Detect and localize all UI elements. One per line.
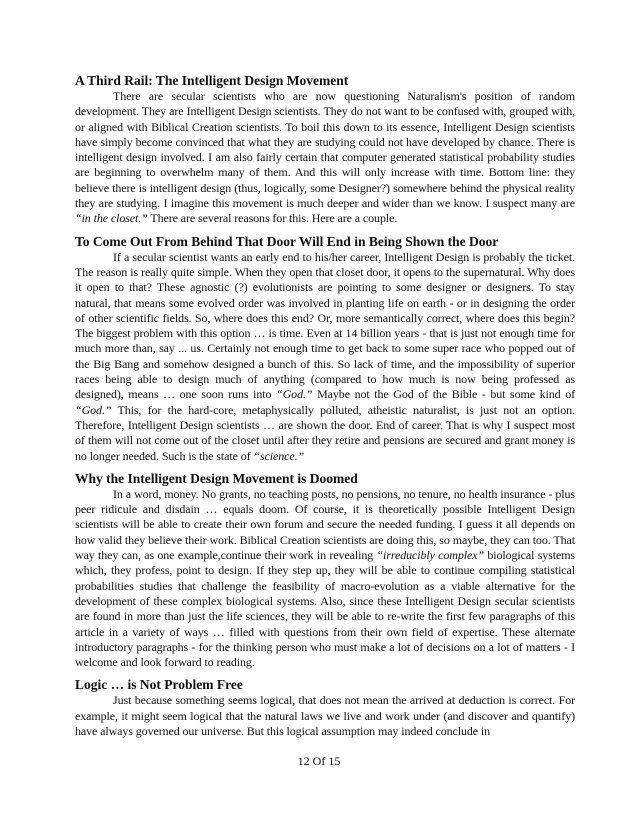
section-heading: To Come Out From Behind That Door Will End in Being Shown the Door xyxy=(75,233,499,249)
section-shown-the-door xyxy=(75,233,575,464)
section-heading: Why the Intelligent Design Movement is Doomed xyxy=(75,470,358,486)
text-run: There are several reasons for this. Here are a couple. xyxy=(147,211,398,226)
section-paragraph xyxy=(75,487,575,671)
section-third-rail xyxy=(75,72,575,227)
text-run: In a word, money. No grants, no teaching posts, no pensions, no tenure, no health insurance - plus peer ridicule and disdain … equals doom. Of course, it is theoretically possible Intelligent Design scientists will be able to create their own forum and secure the needed funding. I guess it all depends on how valid they believe their work. Biblical Creation scientists are doing this, so maybe, they can too. That way they can, as one example,continue their work in revealing xyxy=(75,486,575,563)
text-run: biological systems which, they profess, point to design. If they step up, they will be able to continue compiling statistical probabilities studies that challenge the feasibility of macro-evolution as a viable alternative for the development of these complex biological systems. Also, since these Intelligent Design secular scientists are found in more than just the life sciences, they will be able to re-write the first few paragraphs of this article in a variety of ways … filled with questions from their own field of expertise. These alternate introductory paragraphs - for the thinking person who must make a lot of decisions on a lot of matters - I welcome and look forward to reading. xyxy=(75,548,575,670)
section-logic xyxy=(75,676,575,739)
section-paragraph xyxy=(75,250,575,464)
italic-run: “God.” xyxy=(276,387,313,402)
italic-run: “irreducibly complex” xyxy=(376,548,485,563)
section-paragraph xyxy=(75,693,575,739)
section-doomed xyxy=(75,470,575,671)
page-content xyxy=(75,72,575,739)
text-run: If a secular scientist wants an early end to his/her career, Intelligent Design is probably the ticket. The reason is really quite simple. When they open that closet door, it opens to the supernatural. Why does it open to that? These agnostic (?) evolutionists are pointing to some designer or designers. To stay natural, that means some evolved order was involved in planting life on earth - or in designing the order of other scientific fields. So, where does this end? Or, more semantically correct, where does this begin? The biggest problem with this option … is time. Even at 14 billion years - that is just not enough time for much more than, say ... us. Certainly not enough time to get back to some super race who popped out of the Big Bang and somehow designed a bunch of this. So lack of time, and the impossibility of superior races being able to design much of anything (compared to how much is now being professed as designed), means … one soon runs into xyxy=(75,249,575,402)
section-paragraph xyxy=(75,89,575,227)
italic-run: “God.” xyxy=(75,402,112,417)
text-run: There are secular scientists who are now questioning Naturalism's position of random development. They are Intelligent Design scientists. They do not want to be confused with, grouped with, or aligned with Biblical Creation scientists. To boil this down to its essence, Intelligent Design scientists have simply become convinced that what they are studying could not have developed by chance. There is intelligent design involved. I am also fairly certain that computer generated statistical probability studies are beginning to overwhelm many of them. And this will only increase with time. Bottom line: they believe there is intelligent design (thus, logically, some Designer?) somewhere behind the physical reality they are studying. I imagine this movement is much deeper and wider than we know. I suspect many are xyxy=(75,89,575,211)
text-run: This, for the hard-core, metaphysically polluted, atheistic naturalist, is just not an option. Therefore, Intelligent Design scientists … are shown the door. End of career. That is why I suspect most of them will not come out of the closet until after they retire and pensions are secured and grant money is no longer needed. Such is the state of xyxy=(75,402,575,463)
page-number: 12 Of 15 xyxy=(297,754,341,768)
section-heading: A Third Rail: The Intelligent Design Movement xyxy=(75,73,349,88)
section-heading: Logic … is Not Problem Free xyxy=(75,677,243,693)
italic-run: “in the closet.” xyxy=(75,211,148,226)
text-run: Just because something seems logical, that does not mean the arrived at deduction is correct. For example, it might seem logical that the natural laws we live and work under (and discover and quantify) have always governed our universe. But this logical assumption may indeed conclude in xyxy=(75,693,575,738)
italic-run: “science.” xyxy=(253,448,305,463)
text-run: Maybe not the God of the Bible - but some kind of xyxy=(312,387,575,402)
